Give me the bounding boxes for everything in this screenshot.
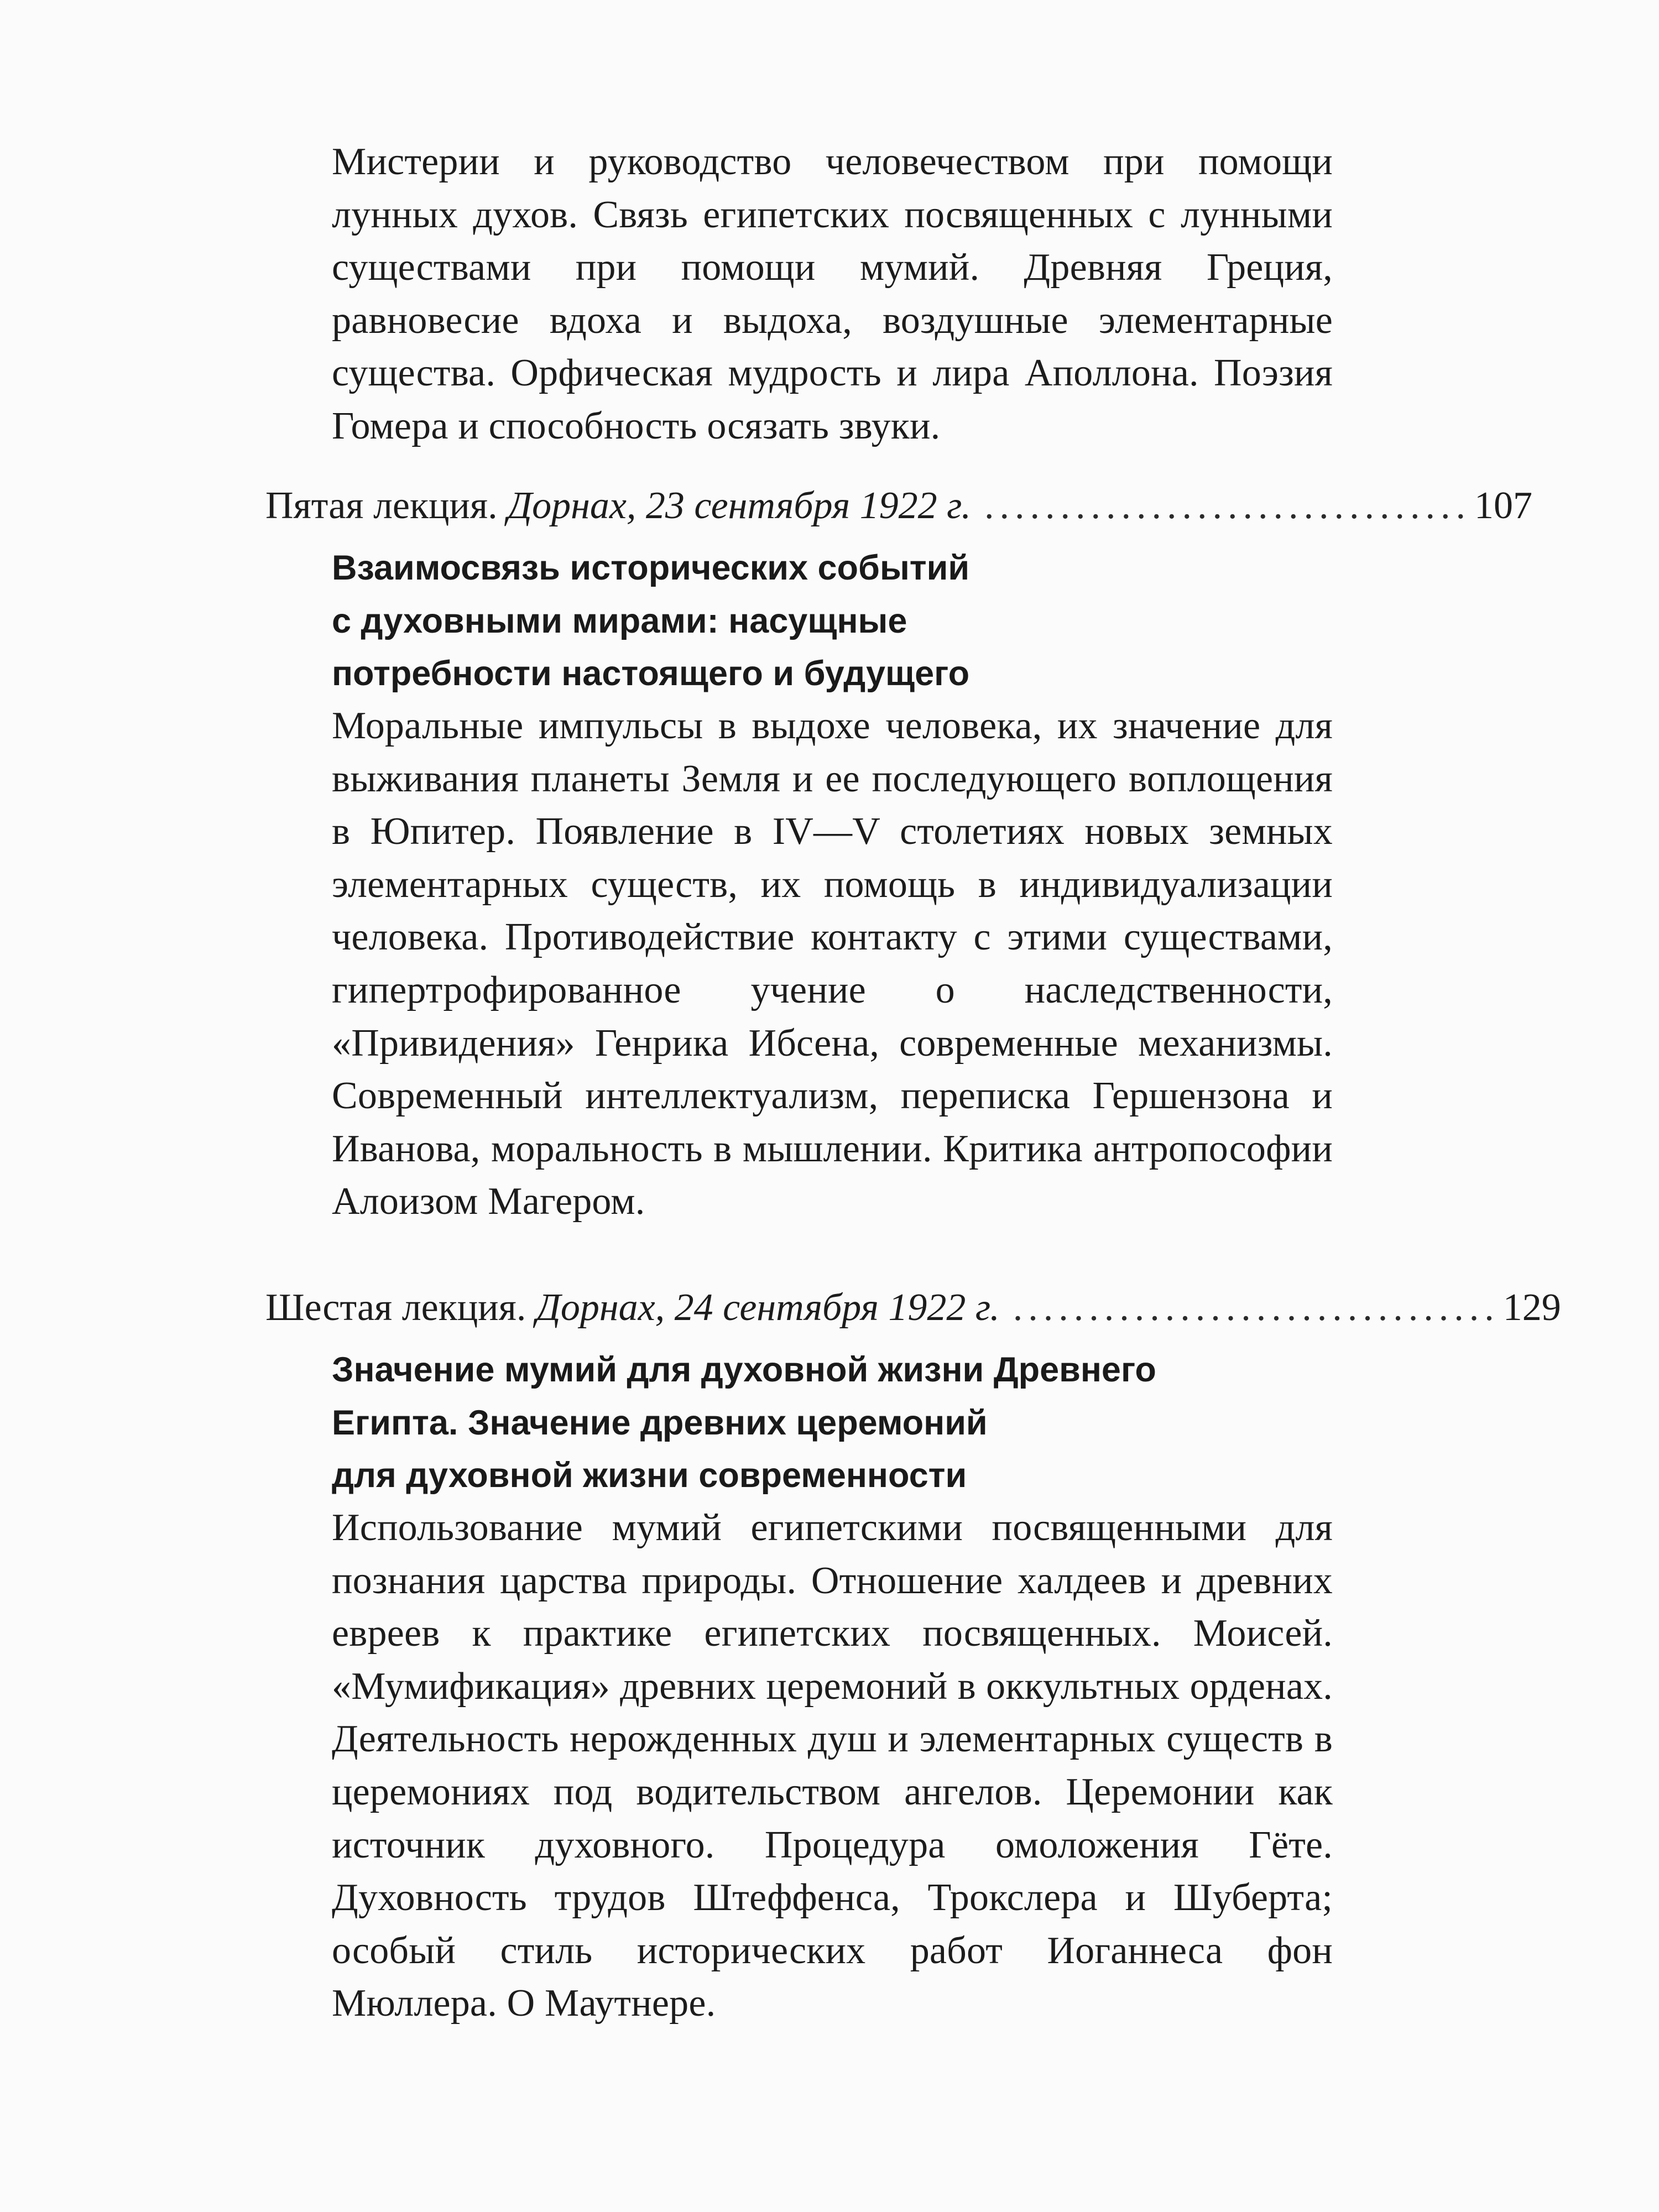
lecture-5-date: Дорнах, 23 сентября 1922 г. [507,484,972,527]
dot-leader: ................................ [1013,1286,1500,1329]
title-line: Значение мумий для духовной жизни Древнего [332,1350,1156,1389]
lecture-6-summary: Использование мумий египетскими посвященными для познания царства природы. Отношение халдеев и древних евреев к практике египетских посвященных. Моисей. «Мумификация» древних церемоний в оккультных орденах. Деятельность нерожденных душ и элементарных существ в церемониях под водительством ангелов. Церемонии как источник духовного. Процедура омоложения Гёте. Духовность трудов Штеффенса, Трокслера и Шуберта; особый стиль исторических работ Иоганнеса фон Мюллера. О Маутнере. [332,1506,1333,2025]
lecture-4-summary: Мистерии и руководство человечеством при помощи лунных духов. Связь египетских посвященных с лунными существами при помощи мумий. Древняя Греция, равновесие вдоха и выдоха, воздушные элементарные существа. Орфическая мудрость и лира Аполлона. Поэзия Гомера и способность осязать звуки. [332,140,1333,447]
toc-entry-lecture-5[interactable] [265,478,1533,534]
lecture-5-title [332,542,1355,701]
title-line: Египта. Значение древних церемоний [332,1403,988,1442]
lecture-5-label: Пятая лекция. [265,484,498,527]
toc-entry-lecture-6[interactable] [265,1280,1561,1335]
title-line: для духовной жизни современности [332,1456,967,1495]
lecture-6-page-number: 129 [1503,1286,1561,1329]
title-line: потребности настоящего и будущего [332,654,970,693]
lecture-6-date: Дорнах, 24 сентября 1922 г. [536,1286,1000,1329]
lecture-6-title [332,1344,1355,1503]
lecture-5-page-number: 107 [1474,484,1533,527]
dot-leader: ................................ [984,484,1472,527]
title-line: с духовными мирами: насущные [332,601,907,640]
lecture-5-summary: Моральные импульсы в выдохе человека, их значение для выживания планеты Земля и ее последующего воплощения в Юпитер. Появление в IV—V столетиях новых земных элементарных существ, их помощь в индивидуализации человека. Противодействие контакту с этими существами, гипертрофированное учение о наследственности, «Привидения» Генрика Ибсена, современные механизмы. Современный интеллектуализм, переписка Гершензона и Иванова, моральность в мышлении. Критика антропософии Алоизом Магером. [332,705,1333,1223]
title-line: Взаимосвязь исторических событий [332,549,970,587]
lecture-6-label: Шестая лекция. [265,1286,526,1329]
